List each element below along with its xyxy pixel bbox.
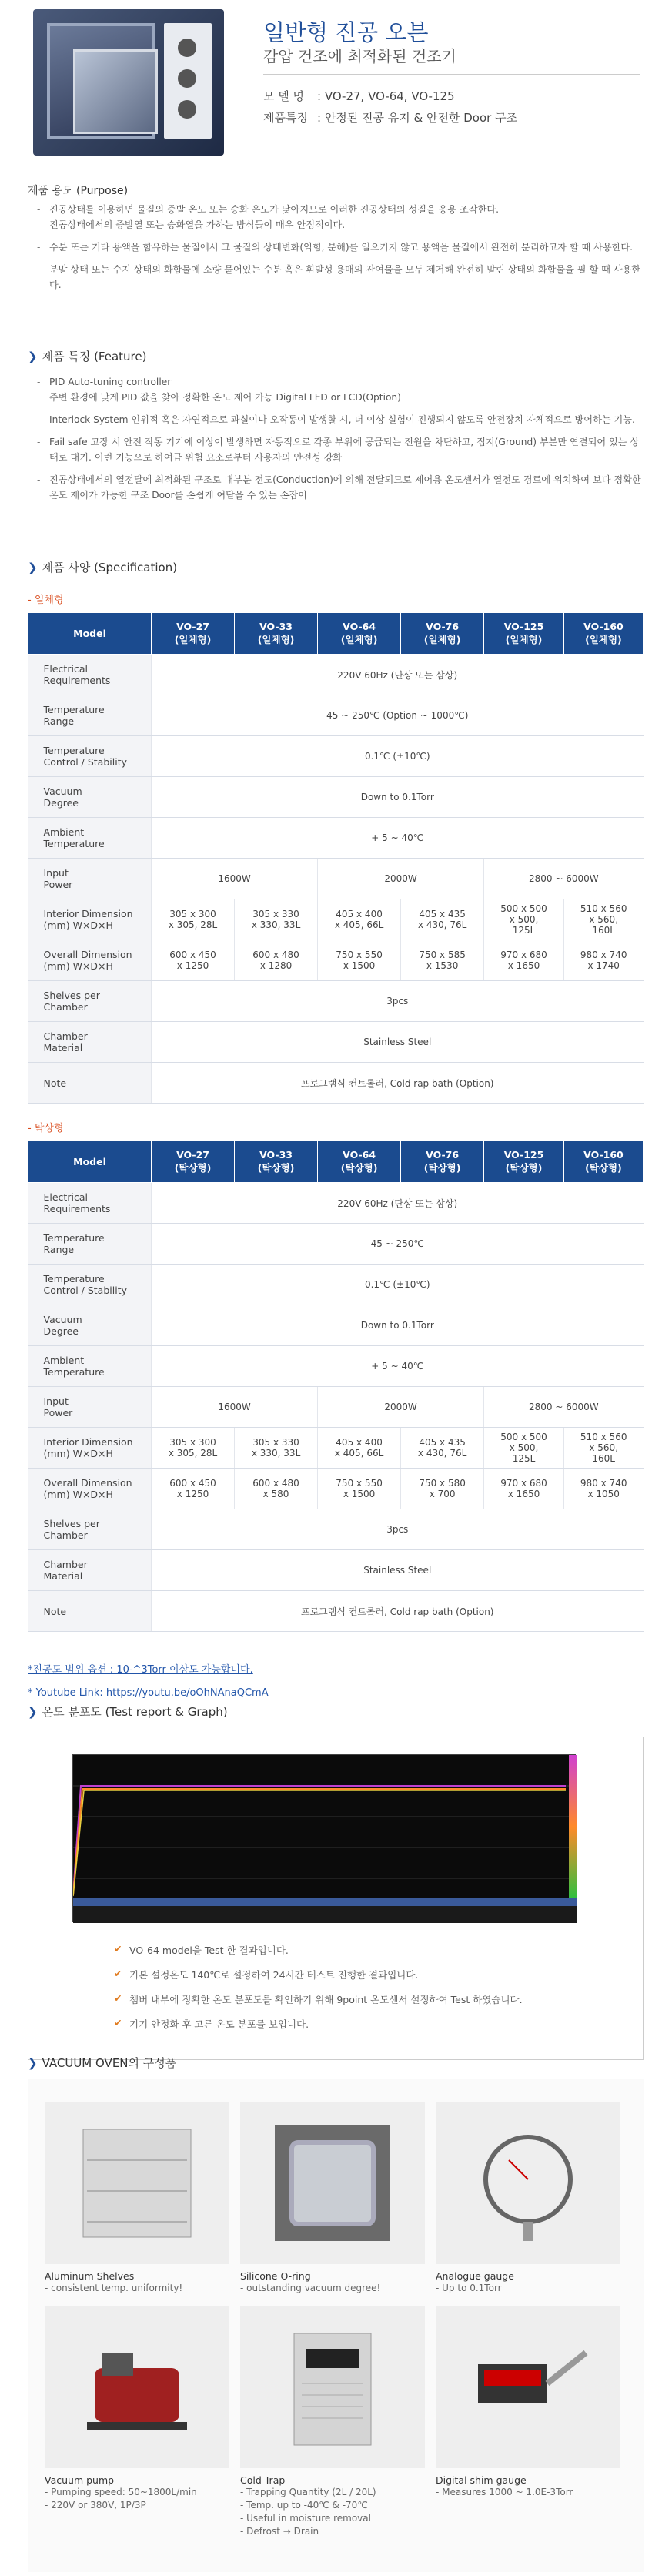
row-label: Ambient Temperature <box>28 1346 152 1387</box>
component-card <box>45 2306 229 2512</box>
model-column-header: VO-27 (일체형) <box>152 613 235 655</box>
table-cell: 980 x 740 x 1740 <box>563 940 643 981</box>
table-cell: Down to 0.1Torr <box>152 777 644 818</box>
row-label: Vacuum Degree <box>28 777 152 818</box>
table-row <box>28 777 644 818</box>
row-label: Temperature Control / Stability <box>28 736 152 777</box>
graph-image <box>73 1755 577 1923</box>
table-cell: 0.1℃ (±10℃) <box>152 1265 644 1305</box>
youtube-link[interactable]: * Youtube Link: https://youtu.be/oOhNAnaQCmA <box>28 1687 269 1699</box>
cold-trap-image <box>267 2322 398 2453</box>
graph-bullet: ✔ 기기 안정화 후 고른 온도 분포를 보입니다. <box>114 2017 309 2030</box>
component-name: Analogue gauge <box>436 2270 514 2282</box>
table-cell: 750 x 585 x 1530 <box>401 940 484 981</box>
component-desc: - Measures 1000 ~ 1.0E-3Torr <box>436 2487 573 2497</box>
purpose-list <box>37 202 645 300</box>
table-cell: 405 x 400 x 405, 66L <box>318 899 401 940</box>
gauge-image <box>463 2118 593 2249</box>
vacuum-option-note: *진공도 범위 옵션 : 10-^3Torr 이상도 가능합니다. <box>28 1664 253 1676</box>
component-desc: - outstanding vacuum degree! <box>240 2283 381 2293</box>
spec-title: ❯ 제품 사양 (Specification) <box>28 561 178 574</box>
table-cell: + 5 ~ 40℃ <box>152 818 644 859</box>
table-cell: 305 x 330 x 330, 33L <box>235 899 318 940</box>
component-photo <box>45 2102 229 2264</box>
model-header: Model <box>28 613 152 655</box>
component-card <box>45 2102 229 2295</box>
list-item: - 분말 상태 또는 수지 상태의 화합물에 소량 묻어있는 수분 혹은 휘발성 용매의 잔여물을 모두 제거해 완전히 말린 상태의 화합물을 필 할 때 사용한다. <box>37 262 645 293</box>
check-icon: ✔ <box>114 1943 122 1955</box>
table-cell: 45 ~ 250℃ <box>152 1224 644 1265</box>
table-cell: 220V 60Hz (단상 또는 삼상) <box>152 1183 644 1224</box>
divider <box>263 74 640 75</box>
list-item: - PID Auto-tuning controller 주변 환경에 맞게 PID 값을 찾아 정확한 온도 제어 가능 Digital LED or LCD(Option) <box>37 374 645 405</box>
graph-bullet: ✔ VO-64 model을 Test 한 결과입니다. <box>114 1943 289 1956</box>
list-item: - 수분 또는 기타 용액을 함유하는 물질에서 그 물질의 상태변화(익힘, 분해)를 일으키지 않고 용액을 물질에서 완전히 분리하고자 할 때 사용한다. <box>37 240 645 255</box>
table-cell: 600 x 450 x 1250 <box>152 940 235 981</box>
row-label: Note <box>28 1591 152 1632</box>
component-name: Digital shim gauge <box>436 2474 527 2486</box>
table-row <box>28 1022 644 1063</box>
table-row <box>28 859 644 899</box>
table-row <box>28 899 644 940</box>
model-column-header: VO-125 (일체형) <box>484 613 564 655</box>
table-header-row <box>28 613 644 655</box>
check-icon: ✔ <box>114 1968 122 1979</box>
table-cell: 2800 ~ 6000W <box>484 1387 644 1428</box>
component-name: Vacuum pump <box>45 2474 115 2486</box>
component-name: Aluminum Shelves <box>45 2270 135 2282</box>
component-photo <box>436 2306 620 2468</box>
row-label: Overall Dimension (mm) W×D×H <box>28 940 152 981</box>
digital-gauge-image <box>463 2322 593 2453</box>
graph-bullets <box>114 1943 523 2042</box>
row-label: Interior Dimension (mm) W×D×H <box>28 1428 152 1469</box>
table-cell: 600 x 450 x 1250 <box>152 1469 235 1509</box>
table-cell: 750 x 550 x 1500 <box>318 940 401 981</box>
table-cell: 600 x 480 x 1280 <box>235 940 318 981</box>
table-row <box>28 1550 644 1591</box>
table-cell: Down to 0.1Torr <box>152 1305 644 1346</box>
table-cell: 305 x 300 x 305, 28L <box>152 899 235 940</box>
pump-image <box>72 2322 202 2453</box>
table-row <box>28 1469 644 1509</box>
table-cell: Stainless Steel <box>152 1022 644 1063</box>
purpose-title: 제품 용도 (Purpose) <box>28 185 129 197</box>
row-label: Temperature Range <box>28 1224 152 1265</box>
feature-list <box>37 374 645 510</box>
component-name: Silicone O-ring <box>240 2270 311 2282</box>
table-row <box>28 1346 644 1387</box>
table-cell: 405 x 435 x 430, 76L <box>401 1428 484 1469</box>
table-row <box>28 1265 644 1305</box>
shelves-image <box>72 2118 202 2249</box>
row-label: Interior Dimension (mm) W×D×H <box>28 899 152 940</box>
model-column-header: VO-64 (일체형) <box>318 613 401 655</box>
table-cell: 프로그램식 컨트롤러, Cold rap bath (Option) <box>152 1591 644 1632</box>
row-label: Temperature Range <box>28 695 152 736</box>
spec-section-label: - 탁상형 <box>28 1123 64 1134</box>
graph-title: ❯ 온도 분포도 (Test report & Graph) <box>28 1705 228 1719</box>
list-item: - Interlock System 인위적 혹은 자연적으로 과실이나 오작동이 발생할 시, 더 이상 실험이 진행되지 않도록 안전장치 자체적으로 방어하는 기능. <box>37 412 645 427</box>
table-cell: 220V 60Hz (단상 또는 삼상) <box>152 655 644 695</box>
table-cell: 750 x 580 x 700 <box>401 1469 484 1509</box>
component-photo <box>240 2102 425 2264</box>
table-cell: 45 ~ 250℃ (Option ~ 1000℃) <box>152 695 644 736</box>
model-line: 모 델 명 : VO-27, VO-64, VO-125 <box>263 89 455 103</box>
table-cell: 3pcs <box>152 1509 644 1550</box>
row-label: Ambient Temperature <box>28 818 152 859</box>
row-label: Overall Dimension (mm) W×D×H <box>28 1469 152 1509</box>
spec-section-label: - 일체형 <box>28 595 64 606</box>
model-column-header: VO-33 (일체형) <box>235 613 318 655</box>
table-row <box>28 1224 644 1265</box>
model-column-header: VO-125 (탁상형) <box>484 1141 564 1183</box>
table-cell: 970 x 680 x 1650 <box>484 940 564 981</box>
row-label: Input Power <box>28 859 152 899</box>
oring-image <box>267 2118 398 2249</box>
table-row <box>28 1183 644 1224</box>
table-cell: 500 x 500 x 500, 125L <box>484 1428 564 1469</box>
temperature-graph <box>72 1754 576 1922</box>
table-cell: 510 x 560 x 560, 160L <box>563 1428 643 1469</box>
graph-bullet: ✔ 기본 설정온도 140℃로 설정하여 24시간 테스트 진행한 결과입니다. <box>114 1968 419 1981</box>
component-photo <box>436 2102 620 2264</box>
table-cell: 1600W <box>152 859 318 899</box>
table-cell: 프로그램식 컨트롤러, Cold rap bath (Option) <box>152 1063 644 1104</box>
table-row <box>28 981 644 1022</box>
model-column-header: VO-27 (탁상형) <box>152 1141 235 1183</box>
row-label: Shelves per Chamber <box>28 1509 152 1550</box>
model-column-header: VO-33 (탁상형) <box>235 1141 318 1183</box>
hero <box>0 0 662 169</box>
table-cell: 0.1℃ (±10℃) <box>152 736 644 777</box>
table-cell: 600 x 480 x 580 <box>235 1469 318 1509</box>
table-row <box>28 1591 644 1632</box>
list-item: - 진공상태를 이용하면 물질의 증발 온도 또는 승화 온도가 낮아지므로 이러한 진공상태의 성질을 응용 조작한다. 진공상태에서의 증발열 또는 승화열을 가하는 방식들이 매우 안정적이다. <box>37 202 645 233</box>
table-row <box>28 1305 644 1346</box>
table-cell: 750 x 550 x 1500 <box>318 1469 401 1509</box>
row-label: Shelves per Chamber <box>28 981 152 1022</box>
row-label: Chamber Material <box>28 1022 152 1063</box>
component-card <box>240 2306 425 2538</box>
table-cell: 2000W <box>318 1387 484 1428</box>
table-cell: 510 x 560 x 560, 160L <box>563 899 643 940</box>
list-item: - 진공상태에서의 열전달에 최적화된 구조로 대부분 전도(Conduction)에 의해 전달되므로 제어용 온도센서가 열전도 경로에 위치하여 보다 정확한 온도 제어가 가능한 구조 Door를 손쉽게 여닫을 수 있는 손잡이 <box>37 472 645 503</box>
table-row <box>28 1063 644 1104</box>
components-title: ❯ VACUUM OVEN의 구성품 <box>28 2056 177 2070</box>
model-column-header: VO-76 (일체형) <box>401 613 484 655</box>
table-cell: 305 x 330 x 330, 33L <box>235 1428 318 1469</box>
table-cell: 2800 ~ 6000W <box>484 859 644 899</box>
table-cell: 970 x 680 x 1650 <box>484 1469 564 1509</box>
feature-line: 제품특징 : 안정된 진공 유지 & 안전한 Door 구조 <box>263 111 518 125</box>
model-column-header: VO-64 (탁상형) <box>318 1141 401 1183</box>
feature-title: ❯ 제품 특징 (Feature) <box>28 350 147 363</box>
component-card <box>240 2102 425 2295</box>
model-header: Model <box>28 1141 152 1183</box>
chevron-right-icon: ❯ <box>28 350 38 363</box>
table-cell: 2000W <box>318 859 484 899</box>
component-card <box>436 2306 620 2499</box>
table-cell: 500 x 500 x 500, 125L <box>484 899 564 940</box>
row-label: Electrical Requirements <box>28 1183 152 1224</box>
component-desc: - Up to 0.1Torr <box>436 2283 502 2293</box>
component-desc: - Trapping Quantity (2L / 20L) - Temp. up to -40℃ & -70℃ - Useful in moisture removal - Defrost → Drain <box>240 2487 376 2537</box>
model-column-header: VO-76 (탁상형) <box>401 1141 484 1183</box>
table-cell: Stainless Steel <box>152 1550 644 1591</box>
table-row <box>28 1428 644 1469</box>
table-row <box>28 818 644 859</box>
component-photo <box>240 2306 425 2468</box>
table-row <box>28 695 644 736</box>
graph-bullet: ✔ 챔버 내부에 정확한 온도 분포도를 확인하기 위해 9point 온도센서 설정하여 Test 하였습니다. <box>114 1992 523 2005</box>
row-label: Input Power <box>28 1387 152 1428</box>
check-icon: ✔ <box>114 1992 122 2004</box>
page-subtitle: 감압 건조에 최적화된 건조기 <box>263 47 456 65</box>
table-cell: + 5 ~ 40℃ <box>152 1346 644 1387</box>
table-header-row <box>28 1141 644 1183</box>
table-cell: 1600W <box>152 1387 318 1428</box>
vacuum-oven-photo <box>33 9 224 156</box>
component-desc: - consistent temp. uniformity! <box>45 2283 183 2293</box>
row-label: Electrical Requirements <box>28 655 152 695</box>
table-cell: 3pcs <box>152 981 644 1022</box>
row-label: Chamber Material <box>28 1550 152 1591</box>
model-column-header: VO-160 (탁상형) <box>563 1141 643 1183</box>
spec-table-integrated <box>28 612 644 1104</box>
page-title: 일반형 진공 오븐 <box>263 19 429 45</box>
table-row <box>28 1509 644 1550</box>
row-label: Vacuum Degree <box>28 1305 152 1346</box>
model-column-header: VO-160 (일체형) <box>563 613 643 655</box>
table-row <box>28 1387 644 1428</box>
spec-table-tabletop <box>28 1141 644 1632</box>
table-row <box>28 736 644 777</box>
chevron-right-icon: ❯ <box>28 2056 38 2070</box>
table-cell: 405 x 435 x 430, 76L <box>401 899 484 940</box>
list-item: - Fail safe 고장 시 안전 작동 기기에 이상이 발생하면 자동적으로 각종 부위에 공급되는 전원을 차단하고, 접지(Ground) 부분만 연결되어 있는 상태로 대기. 이런 기능으로 하여금 위험 요소로부터 사용자의 안전성 강화 <box>37 434 645 465</box>
component-desc: - Pumping speed: 50~1800L/min - 220V or 380V, 1P/3P <box>45 2487 197 2511</box>
component-card <box>436 2102 620 2295</box>
chevron-right-icon: ❯ <box>28 1705 38 1719</box>
row-label: Temperature Control / Stability <box>28 1265 152 1305</box>
component-photo <box>45 2306 229 2468</box>
chevron-right-icon: ❯ <box>28 561 38 574</box>
check-icon: ✔ <box>114 2017 122 2028</box>
table-cell: 305 x 300 x 305, 28L <box>152 1428 235 1469</box>
row-label: Note <box>28 1063 152 1104</box>
component-name: Cold Trap <box>240 2474 286 2486</box>
table-cell: 405 x 400 x 405, 66L <box>318 1428 401 1469</box>
table-row <box>28 940 644 981</box>
table-row <box>28 655 644 695</box>
table-cell: 980 x 740 x 1050 <box>563 1469 643 1509</box>
